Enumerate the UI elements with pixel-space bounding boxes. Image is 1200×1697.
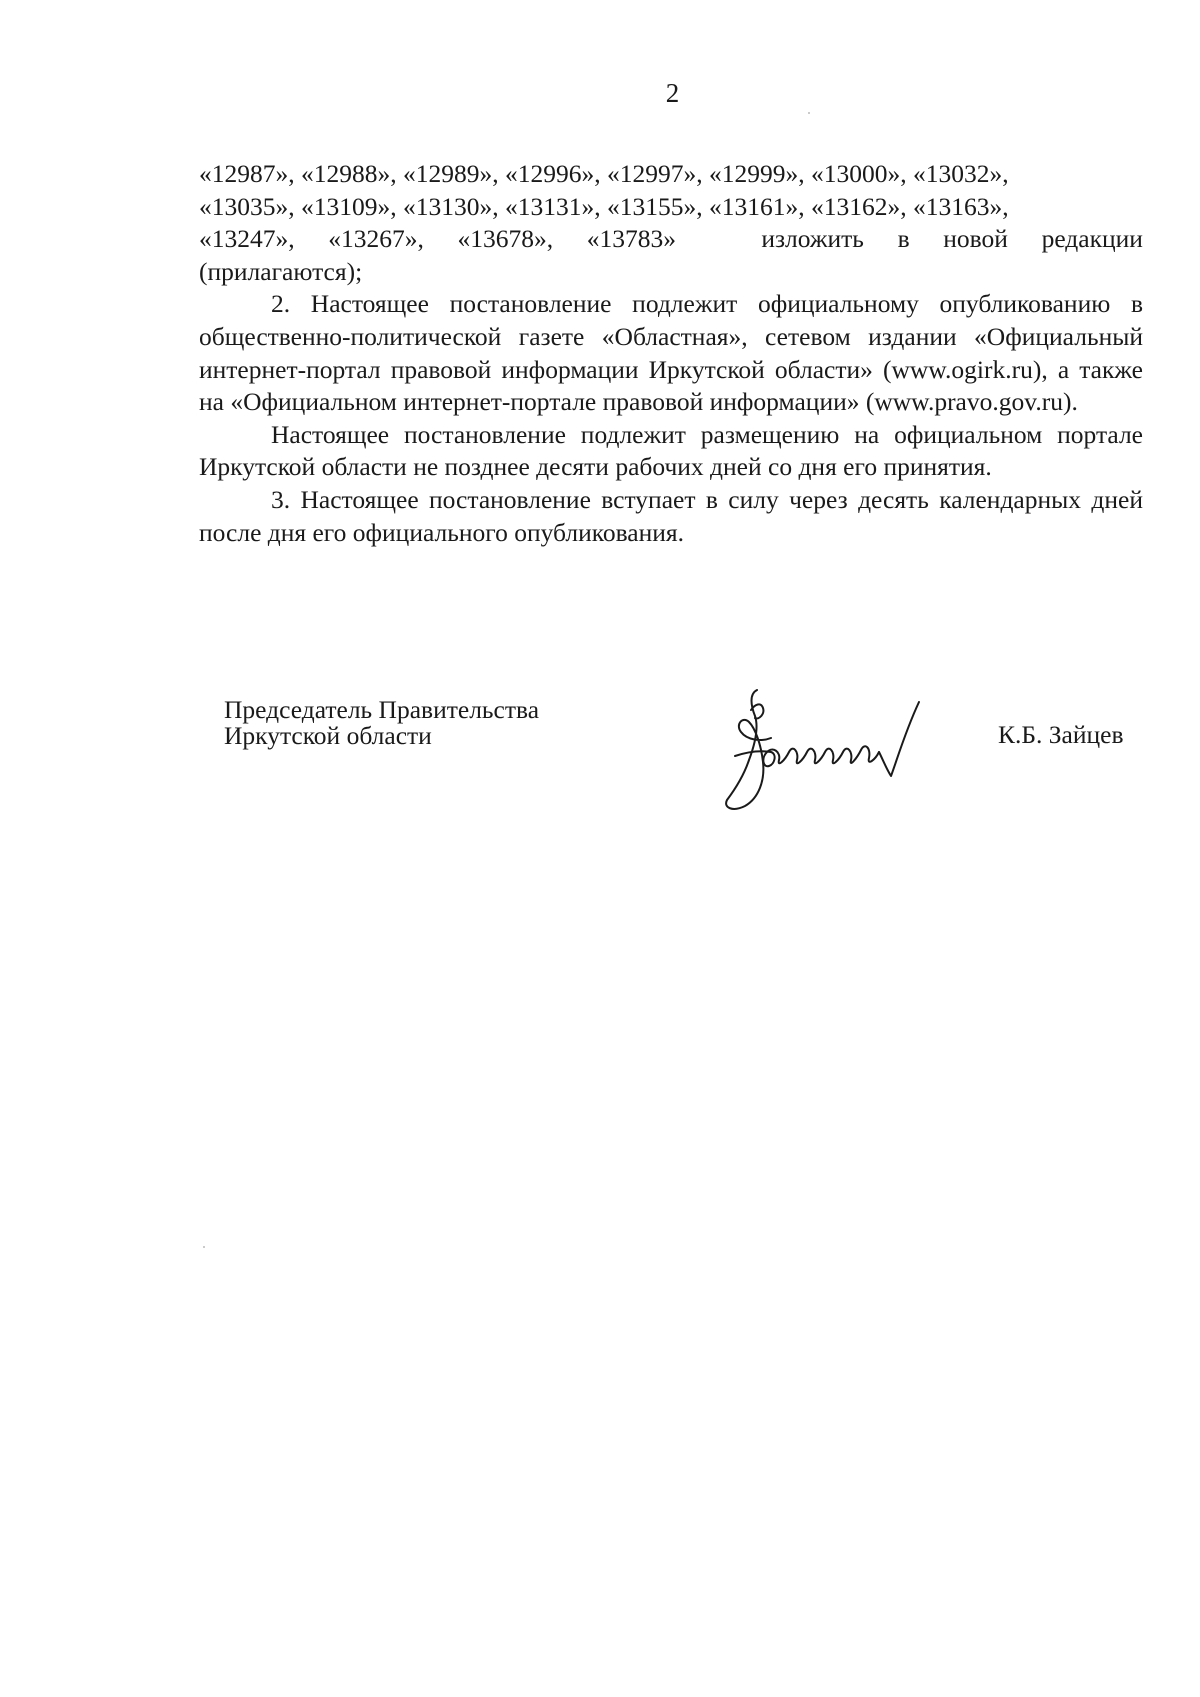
position-line: Иркутской области: [224, 721, 432, 750]
page-number: 2: [665, 78, 680, 108]
paragraph-publication: 2. Настоящее постановление подлежит официальному опубликованию в общественно-политической газете «Областная», сетевом издании «Официальный интернет-портал правовой информации Иркутской области» (www.ogirk.ru), а также на «Официальном интернет-портале правовой информации» (www.pravo.gov.ru).: [199, 289, 1143, 417]
paragraph-effective: 3. Настоящее постановление вступает в силу через десять календарных дней после дня его официального опубликования.: [199, 484, 1143, 547]
handwritten-signature: [705, 682, 935, 814]
signatory-position: [224, 697, 539, 749]
text-word: изложить: [761, 224, 864, 254]
codes-line: [199, 158, 1143, 191]
codes-line-text: «12987», «12988», «12989», «12996», «12997», «12999», «13000», «13032»,: [199, 159, 1009, 188]
code-item: «13783»: [586, 224, 677, 254]
codes-line-text: «13035», «13109», «13130», «13131», «13155», «13161», «13162», «13163»,: [199, 191, 1009, 221]
codes-line-last: [199, 223, 1143, 256]
code-item: «13267»,: [328, 224, 424, 254]
text-word: в: [897, 224, 910, 254]
scan-speck: [203, 1246, 205, 1248]
codes-end-line: (прилагаются);: [199, 256, 363, 286]
text-word: редакции: [1041, 224, 1143, 254]
code-item: «13678»,: [457, 224, 554, 254]
code-item: «13247»,: [199, 224, 295, 254]
paragraph-portal: Настоящее постановление подлежит размещению на официальном портале Иркутской области не позднее десяти рабочих дней со дня его принятия.: [199, 419, 1143, 482]
codes-line: [199, 191, 1143, 224]
text-word: новой: [943, 224, 1008, 254]
position-line: Председатель Правительства: [224, 695, 540, 724]
document-body: [199, 158, 1143, 549]
signer-name: К.Б. Зайцев: [998, 720, 1124, 749]
scan-speck: [808, 112, 810, 114]
